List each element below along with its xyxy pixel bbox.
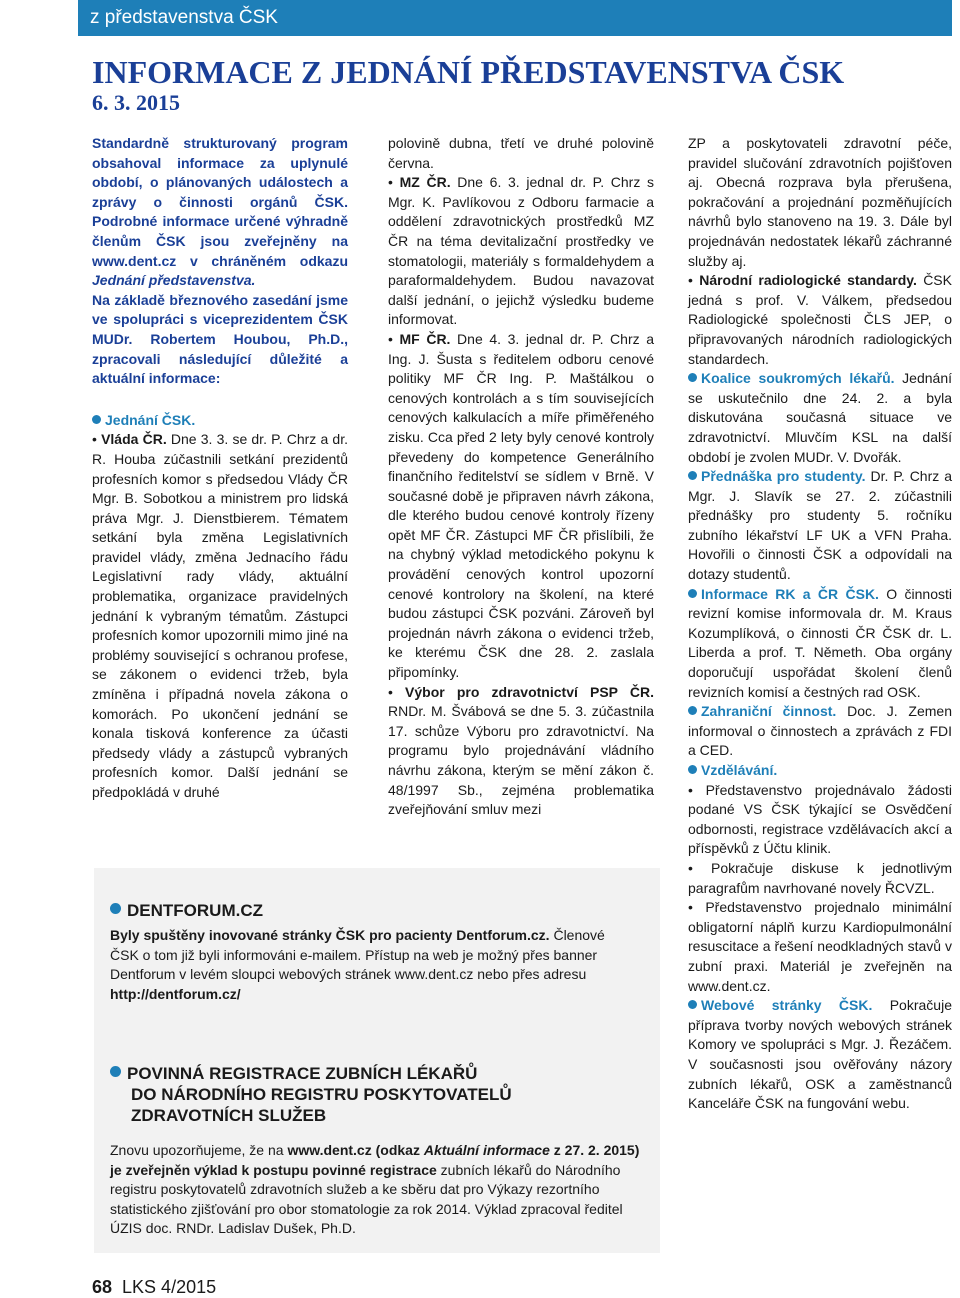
meeting-date: 6. 3. 2015	[92, 90, 180, 115]
heading-jednani: Jednání ČSK.	[92, 411, 348, 431]
vzdelavani-bullet-3: • Představenstvo projednalo minimální obligatorní náplň kurzu Kardiopulmonální resuscitace a řešení neodkladných stavů v zubní praxi. Materiál je zveřejněn na www.dent.cz.	[688, 898, 952, 996]
bullet-dot-icon	[688, 765, 697, 774]
bullet-dot-icon	[688, 373, 697, 382]
bullet-dot-icon	[92, 415, 101, 424]
bullet-dot-icon	[110, 1066, 121, 1077]
registrace-heading: POVINNÁ REGISTRACE ZUBNÍCH LÉKAŘŮ DO NÁRODNÍHO REGISTRU POSKYTOVATELŮ ZDRAVOTNÍCH SLUŽEB	[110, 1063, 512, 1126]
prednaska-item: Přednáška pro studenty. Dr. P. Chrz a Mgr. J. Slavík se 27. 2. zúčastnili přednášky pro studenty 5. ročníku zubního lékařství LF UK a VFN Praha. Hovořili o činnosti ČSK a odpovídali na dotazy studentů.	[688, 468, 953, 583]
info-box	[94, 868, 660, 1253]
bullet-dot-icon	[110, 903, 121, 914]
section-header	[78, 0, 952, 36]
page-title: INFORMACE Z JEDNÁNÍ PŘEDSTAVENSTVA ČSK	[92, 54, 845, 90]
dentforum-text: Byly spuštěny inovované stránky ČSK pro pacienty Dentforum.cz. Členové ČSK o tom již byli informováni e-mailem. Přístup na web je možný přes banner Dentforum v levém sloupci webových stránek www.dent.cz nebo přes adresu http://dentforum.cz/	[110, 927, 605, 1002]
section-label: z představenstva ČSK	[90, 7, 278, 28]
paragraph: ZP a poskytovateli zdravotní péče, pravidel slučování zdravotních pojišťoven aj. Obecná rozprava byla přerušena, pokračování a projednání pozměňujících návrhů bylo stanoveno na 19. 3. Dále byl projednáván nedostatek lékařů záchranné služby aj.	[688, 135, 952, 269]
column-2	[388, 134, 654, 820]
paragraph: polovině dubna, třetí ve druhé polovině června.	[388, 135, 654, 171]
column-3	[688, 134, 952, 1114]
bullet-dot-icon	[688, 471, 697, 480]
informace-item: Informace RK a ČR ČSK. O činnosti revizní komise informovala dr. M. Kraus Kozumplíková, o činnosti ČR ČSK dr. L. Liberda a prof. T. Němeth. Oba orgány doporučují uspořádat školení členů revizních komisí a čestných rad OSK.	[688, 585, 952, 700]
vzdelavani-bullet-1: • Představenstvo projednávalo žádosti podané VS ČSK týkající se Osvědčení odbornosti, registrace vzdělávacích akcí a příspěvků z Účtu klinik.	[688, 781, 952, 859]
radio-item: • Národní radiologické standardy. ČSK jedná s prof. V. Válkem, předsedou Radiologické společnosti ČLS JEP, o připravovaných národních radiologických standardech.	[688, 271, 952, 369]
page-number: 68	[92, 1277, 113, 1297]
bullet-dot-icon	[688, 706, 697, 715]
intro-paragraph-2: Na základě březnového zasedání jsme ve spolupráci s viceprezidentem ČSK MUDr. Robertem Houbou, Ph.D., zpracovali následující důležité a aktuální informace:	[92, 291, 348, 387]
zahranicni-item: Zahraniční činnost. Doc. J. Zemen informoval o činnostech a zprávách z FDI a CED.	[688, 703, 952, 759]
vlada-item: • Vláda ČR. Dne 3. 3. se dr. P. Chrz a dr. R. Houba zúčastnili setkání prezidentů profesních komor s předsedou Vlády ČR Mgr. B. Sobotkou a ministrem pro lidská práva Mgr. J. Dienstbierem. Tématem setkání byla změna Legislativních pravidel vlády, změna Jednacího řádu Legislativní rady vlády, aktuální problematika, organizace pravidelných jednání k vybraným tématům. Zástupci profesních komor upozornili mimo jiné na problémy související s ochranou profese, se zákonem o evidenci tržeb, byla zmíněna i případná novela zákona o komorách. Po ukončení jednání se konala tisková konference za účasti předsedy vlády a zástupců vybraných profesních komor. Další jednání se předpokládá v druhé	[92, 430, 348, 802]
bullet-dot-icon	[688, 589, 697, 598]
registrace-text: Znovu upozorňujeme, že na www.dent.cz (odkaz Aktuální informace z 27. 2. 2015) je zveřejněn výklad k postupu povinné registrace zubních lékařů do Národního registru poskytovatelů zdravotních služeb a ke sběru dat pro Výkazy rezortního statistického zjišťování pro obor stomatologie za rok 2014. Výklad zpracoval ředitel ÚZIS doc. RNDr. Ladislav Dušek, Ph.D.	[110, 1142, 640, 1237]
issue-label: LKS 4/2015	[122, 1277, 217, 1297]
column-1	[92, 134, 348, 803]
intro-paragraph: Standardně strukturovaný program obsahoval informace za uplynulé období, o plánovaných událostech a zprávy o činnosti orgánů ČSK. Podrobné informace určené výhradně členům ČSK jsou zveřejněny na www.dent.cz v chráněném odkazu Jednání představenstva.	[92, 135, 348, 289]
heading-vzdelavani: Vzdělávání.	[688, 761, 952, 781]
page-footer	[92, 1276, 216, 1298]
bullet-dot-icon	[688, 1000, 697, 1009]
koalice-item: Koalice soukromých lékařů. Jednání se uskutečnilo dne 24. 2. a byla diskutována současná situace ve zdravotnictví. Mluvčím KSL na další období je zvolen MUDr. V. Dvořák.	[688, 370, 952, 465]
mz-item: • MZ ČR. Dne 6. 3. jednal dr. P. Chrz s Mgr. K. Pavlíkovou z Odboru farmacie a oddělení zdravotnických prostředků MZ ČR na téma devitalizační prostředky ve stomatologii, materiály s formaldehydem a paraformaldehydem. Budou navazovat další jednání, o jejichž výsledku budeme informovat.	[388, 173, 654, 330]
mf-item: • MF ČR. Dne 4. 3. jednal dr. P. Chrz a Ing. J. Šusta s ředitelem odboru cenové politiky MF ČR Ing. P. Maštálkou o cenových kontrolách a s tím souvisejících cenových kalkulacích a míře přiměřeného zisku. Cca před 2 lety byly cenové kontroly převedeny do kompetence Generálního finančního ředitelství se sídlem v Brně. V současné době je připraven návrh zákona, dle kterého budou cenové kontroly řízeny opět MF ČR. Zástupci MF ČR přislíbili, že na chybný výklad metodického pokynu k provádění cenových kontrol upozorní cenové kontrolory na školení, na které budou zástupci ČSK pozváni. Zároveň byl projednán návrh zákona o evidenci tržeb, ke kterému ČSK dne 28. 2. zaslala připomínky.	[388, 330, 654, 683]
webove-item: Webové stránky ČSK. Pokračuje příprava tvorby nových webových stránek Komory ve spolupráci s Mgr. J. Řezáčem. V současnosti jsou ověřovány názory zubních lékařů, OSK a zaměstnanců Kanceláře ČSK na fungování webu.	[688, 997, 952, 1112]
vybor-item: • Výbor pro zdravotnictví PSP ČR. RNDr. M. Švábová se dne 5. 3. zúčastnila 17. schůze Výboru pro zdravotnictví. Na programu bylo projednávání vládního návrhu zákona, kterým se mění zákon č. 48/1997 Sb., zejména problematika zveřejňování smluv mezi	[388, 683, 654, 820]
vzdelavani-bullet-2: • Pokračuje diskuse k jednotlivým paragrafům navrhované novely ŘCVZL.	[688, 859, 952, 898]
dentforum-heading: DENTFORUM.CZ	[110, 900, 263, 921]
